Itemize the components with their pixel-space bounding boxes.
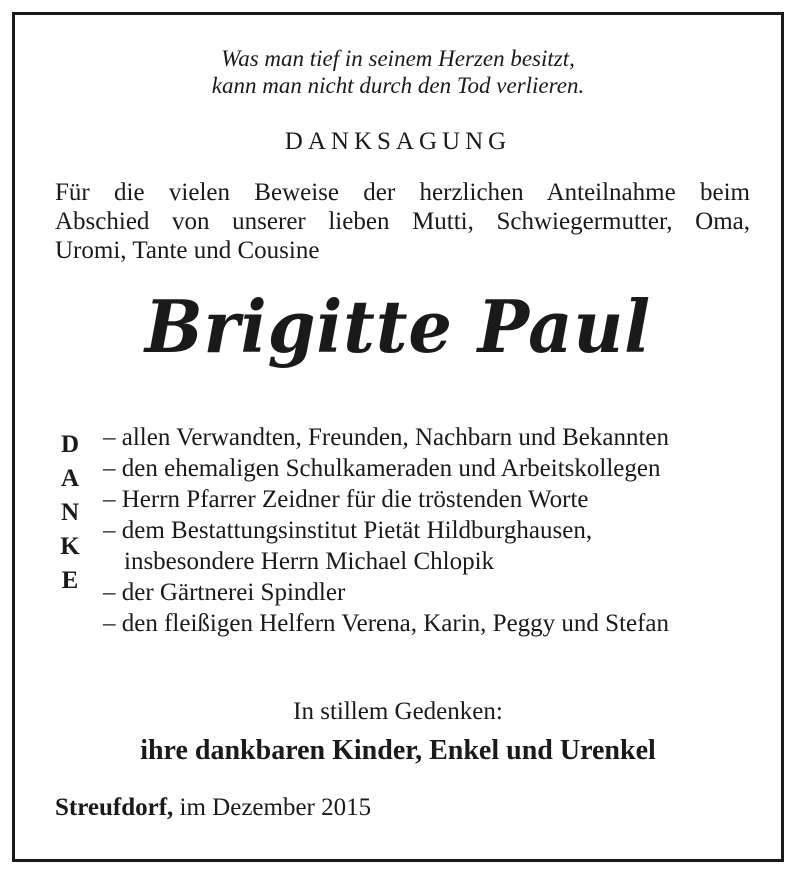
thanks-item: – dem Bestattungsinstitut Pietät Hildburghausen,	[103, 517, 593, 544]
intro-text	[55, 178, 750, 265]
danke-letter: D	[60, 431, 80, 458]
motto-line: Was man tief in seinem Herzen besitzt,	[221, 46, 575, 71]
intro-line: Für die vielen Beweise der herzlichen Anteilnahme beim	[55, 179, 750, 206]
intro-line: Uromi, Tante und Cousine	[55, 237, 320, 264]
place-date: im Dezember 2015	[179, 794, 372, 821]
place-town: Streufdorf,	[55, 794, 174, 821]
in-memory-line: In stillem Gedenken:	[293, 698, 503, 725]
notice-frame	[12, 12, 784, 862]
thanks-item: – Herrn Pfarrer Zeidner für die tröstenden Worte	[103, 486, 589, 513]
motto-quote	[15, 45, 781, 99]
thanks-item-continuation: insbesondere Herrn Michael Chlopik	[124, 548, 495, 575]
notice-heading: DANKSAGUNG	[284, 128, 512, 155]
intro-line: Abschied von unserer lieben Mutti, Schwiegermutter, Oma,	[55, 208, 750, 235]
danke-letter: K	[60, 533, 80, 560]
danke-letter: A	[60, 465, 80, 492]
danke-letter: E	[61, 567, 79, 594]
deceased-name: Brigitte Paul	[144, 284, 652, 369]
thanks-item: – den ehemaligen Schulkameraden und Arbeitskollegen	[103, 455, 661, 482]
thanks-item: – allen Verwandten, Freunden, Nachbarn und Bekannten	[103, 424, 670, 451]
motto-line: kann man nicht durch den Tod verlieren.	[211, 73, 585, 98]
danke-letter: N	[60, 499, 80, 526]
thanks-item: – der Gärtnerei Spindler	[103, 579, 346, 606]
thanks-list	[103, 422, 763, 639]
thanks-item: – den fleißigen Helfern Verena, Karin, Peggy und Stefan	[103, 610, 670, 637]
place-date-line	[55, 794, 371, 822]
family-signature: ihre dankbaren Kinder, Enkel und Urenkel	[140, 735, 656, 766]
danke-vertical-word	[55, 428, 85, 598]
